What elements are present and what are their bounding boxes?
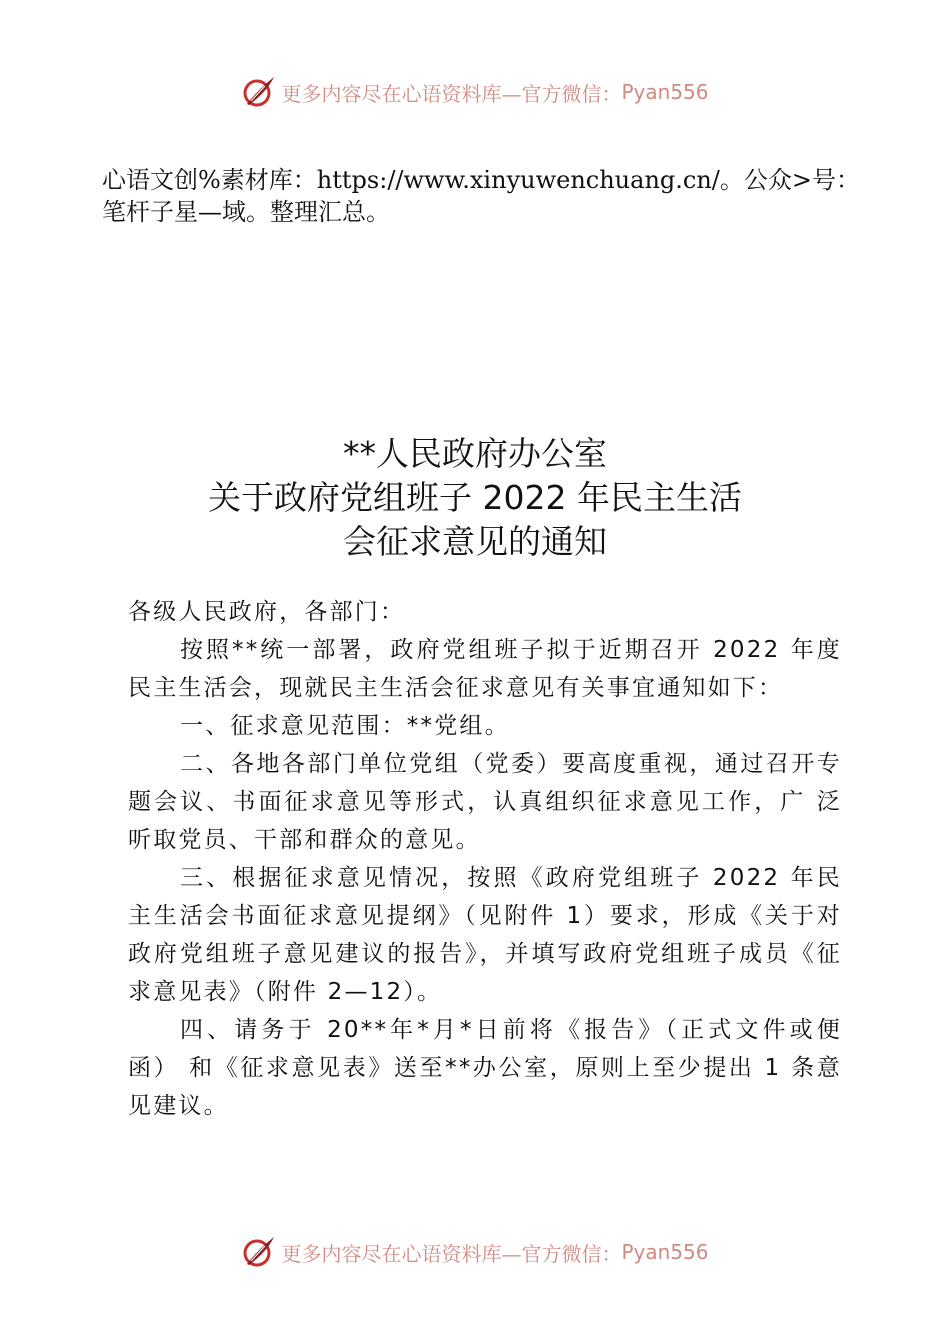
- item-4-paragraph: 四、请务于 20**年*月*日前将《报告》（正式文件或便函） 和《征求意见表》送至**办公室，原则上至少提出 1 条意见建议。: [128, 1017, 842, 1119]
- banner-text: 更多内容尽在心语资料库—官方微信：: [281, 1241, 622, 1266]
- title-line-3: 会征求意见的通知: [343, 522, 607, 561]
- document-title: [0, 432, 950, 564]
- intro-paragraph: 按照**统一部署，政府党组班子拟于近期召开 2022 年度民主生活会，现就民主生活会征求意见有关事宜通知如下：: [128, 637, 842, 701]
- salutation: 各级人民政府，各部门：: [128, 599, 406, 625]
- quill-pen-logo-icon: [241, 1234, 277, 1270]
- header-watermark-banner: [0, 72, 950, 112]
- footer-watermark-banner: [0, 1232, 950, 1272]
- item-2-paragraph: 二、各地各部门单位党组（党委）要高度重视，通过召开专题会议、书面征求意见等形式，认真组织征求意见工作，广 泛听取党员、干部和群众的意见。: [128, 751, 842, 853]
- title-line-1: **人民政府办公室: [343, 434, 607, 473]
- banner-text: 更多内容尽在心语资料库—官方微信：: [281, 81, 622, 106]
- item-1-paragraph: 一、征求意见范围：**党组。: [180, 713, 510, 739]
- document-body: [128, 593, 842, 1125]
- source-note: 心语文创%素材库：https://www.xinyuwenchuang.cn/。公众>号：笔杆子星—域。整理汇总。: [102, 166, 860, 226]
- quill-pen-logo-icon: [241, 74, 277, 110]
- banner-wechat-id: Pyan556: [621, 1240, 709, 1264]
- title-line-2: 关于政府党组班子 2022 年民主生活: [208, 478, 742, 517]
- item-3-paragraph: 三、根据征求意见情况，按照《政府党组班子 2022 年民主生活会书面征求意见提纲》（见附件 1）要求，形成《关于对政府党组班子意见建议的报告》，并填写政府党组班子成员《征求意见表》（附件 2—12）。: [128, 865, 842, 1005]
- banner-wechat-id: Pyan556: [621, 80, 709, 104]
